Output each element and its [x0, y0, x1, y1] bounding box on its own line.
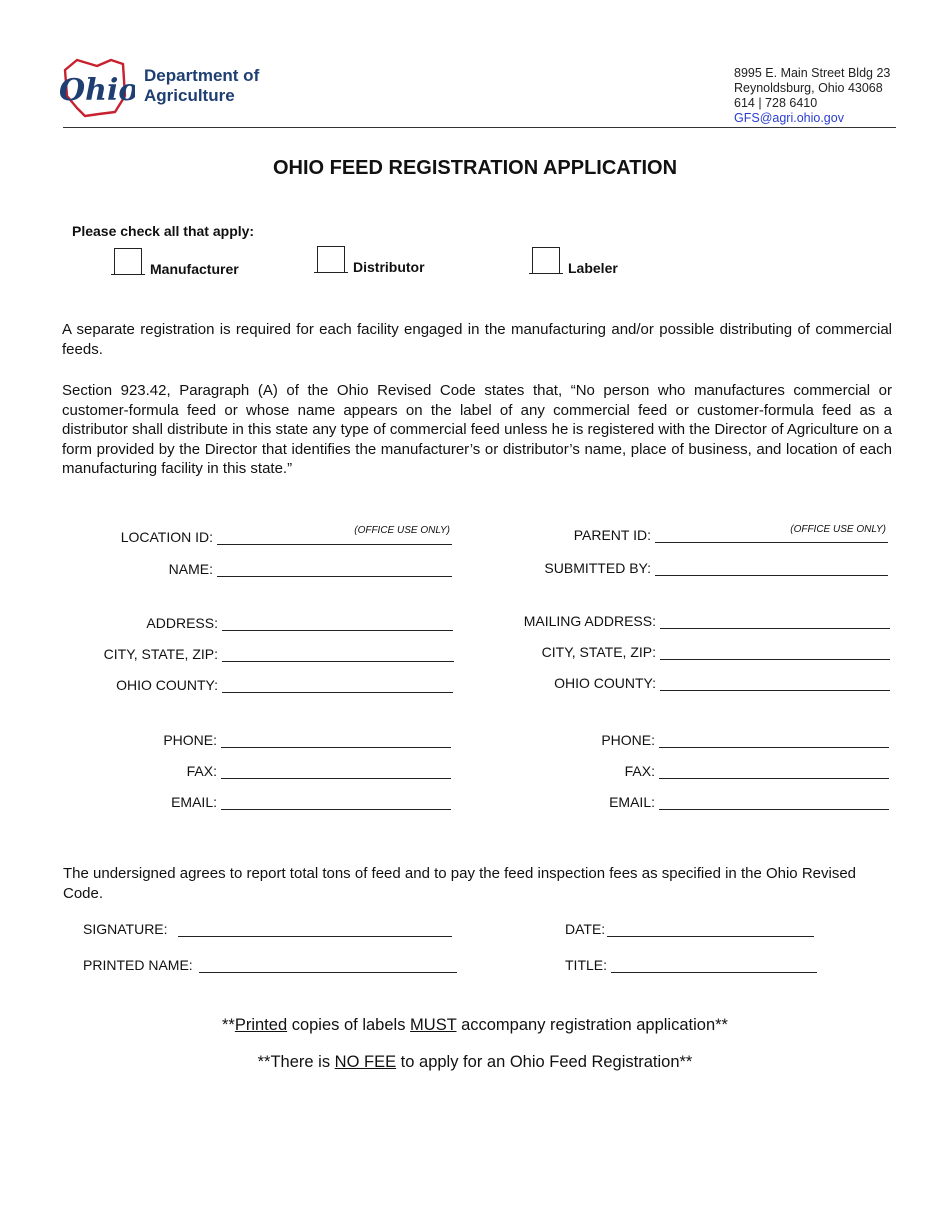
mailing-address-field	[520, 611, 890, 629]
right-fax-input[interactable]	[659, 761, 889, 779]
department-line-1: Department of	[144, 66, 260, 85]
address-field	[90, 613, 453, 631]
name-label: NAME:	[168, 561, 213, 577]
address-line-1: 8995 E. Main Street Bldg 23	[734, 66, 891, 80]
city-state-zip-field	[90, 644, 454, 662]
signature-field	[83, 919, 452, 937]
right-email-field	[520, 792, 889, 810]
mailing-ohio-county-label: OHIO COUNTY:	[554, 675, 656, 691]
printed-name-label: PRINTED NAME:	[83, 957, 193, 973]
right-phone-field	[520, 730, 889, 748]
location-id-field	[90, 527, 452, 545]
name-field	[90, 559, 452, 577]
email-label: EMAIL:	[171, 794, 217, 810]
note1-must: MUST	[410, 1016, 457, 1034]
mailing-city-state-zip-input[interactable]	[660, 642, 890, 660]
manufacturer-option[interactable]	[114, 248, 239, 275]
city-state-zip-label: CITY, STATE, ZIP:	[103, 646, 218, 662]
parent-id-label: PARENT ID:	[573, 527, 651, 543]
title-input[interactable]	[611, 955, 817, 973]
note1-middle: copies of labels	[287, 1016, 411, 1034]
title-label: TITLE:	[565, 957, 608, 973]
contact-block	[734, 66, 890, 126]
fax-input[interactable]	[221, 761, 451, 779]
address-input[interactable]	[222, 613, 453, 631]
labeler-checkbox[interactable]	[532, 247, 560, 274]
header-divider	[63, 127, 896, 128]
labels-required-note	[0, 1016, 950, 1035]
title-field	[565, 955, 817, 973]
phone-label: PHONE:	[163, 732, 217, 748]
submitted-by-label: SUBMITTED BY:	[544, 560, 651, 576]
labeler-option[interactable]	[532, 247, 618, 274]
date-field	[565, 919, 814, 937]
mailing-city-state-zip-label: CITY, STATE, ZIP:	[541, 644, 656, 660]
manufacturer-checkbox[interactable]	[114, 248, 142, 275]
no-fee-note	[0, 1053, 950, 1072]
distributor-option[interactable]	[317, 246, 425, 273]
name-input[interactable]	[217, 559, 452, 577]
department-line-2: Agriculture	[144, 86, 235, 105]
phone-number: 614 | 728 6410	[734, 96, 818, 110]
note2-prefix: **There is	[257, 1053, 335, 1071]
manufacturer-label: Manufacturer	[150, 261, 239, 277]
note1-suffix: accompany registration application**	[456, 1016, 728, 1034]
city-state-zip-input[interactable]	[222, 644, 454, 662]
right-fax-field	[520, 761, 889, 779]
parent-id-field	[520, 524, 888, 543]
check-prompt: Please check all that apply:	[72, 223, 255, 239]
office-use-note: (OFFICE USE ONLY)	[354, 525, 450, 536]
note1-prefix: **	[222, 1016, 235, 1034]
phone-field	[90, 730, 451, 748]
mailing-ohio-county-field	[520, 673, 890, 691]
note2-no-fee: NO FEE	[334, 1053, 397, 1071]
email-field	[90, 792, 451, 810]
submitted-by-field	[520, 558, 888, 576]
fax-field	[90, 761, 451, 779]
distributor-checkbox[interactable]	[317, 246, 345, 273]
right-fax-label: FAX:	[624, 763, 655, 779]
mailing-address-input[interactable]	[660, 611, 890, 629]
date-input[interactable]	[607, 919, 814, 937]
phone-input[interactable]	[221, 730, 451, 748]
mailing-address-label: MAILING ADDRESS:	[523, 613, 656, 629]
right-phone-input[interactable]	[659, 730, 889, 748]
email-link[interactable]: GFS@agri.ohio.gov	[734, 111, 844, 125]
address-line-2: Reynoldsburg, Ohio 43068	[734, 81, 883, 95]
note2-suffix: to apply for an Ohio Feed Registration**	[396, 1053, 693, 1071]
mailing-ohio-county-input[interactable]	[660, 673, 890, 691]
email-input[interactable]	[221, 792, 451, 810]
labeler-label: Labeler	[568, 260, 618, 276]
right-email-input[interactable]	[659, 792, 889, 810]
right-phone-label: PHONE:	[601, 732, 655, 748]
location-id-label: LOCATION ID:	[120, 529, 213, 545]
note1-printed: Printed	[234, 1016, 288, 1034]
parent-id-input[interactable]	[655, 524, 888, 543]
office-use-note-right: (OFFICE USE ONLY)	[790, 524, 886, 535]
agreement-statement: The undersigned agrees to report total tons of feed and to pay the feed inspection fees as specified in the Ohio Revised Code.	[63, 865, 857, 902]
ohio-logo	[55, 56, 135, 118]
printed-name-input[interactable]	[199, 955, 457, 973]
submitted-by-input[interactable]	[655, 558, 888, 576]
department-name	[144, 66, 259, 106]
page-title: OHIO FEED REGISTRATION APPLICATION	[272, 157, 678, 179]
signature-label: SIGNATURE:	[83, 921, 168, 937]
location-id-input[interactable]	[217, 527, 452, 545]
date-label: DATE:	[565, 921, 606, 937]
ohio-county-input[interactable]	[222, 675, 453, 693]
ohio-code-paragraph: Section 923.42, Paragraph (A) of the Ohio Revised Code states that, “No person who manufactures commercial or customer-formula feed or whose name appears on the label of any commercial feed or customer-formula feed as a distributor shall distribute in this state any type of commercial feed unless he is registered with the Director of Agriculture on a form provided by the Director that identifies the manufacturer’s or distributor’s name, place of business, and location of each manufacturing facility in this state.”	[62, 382, 892, 478]
right-email-label: EMAIL:	[609, 794, 655, 810]
address-label: ADDRESS:	[146, 615, 218, 631]
ohio-county-label: OHIO COUNTY:	[116, 677, 218, 693]
ohio-county-field	[90, 675, 453, 693]
distributor-label: Distributor	[353, 259, 425, 275]
signature-input[interactable]	[178, 919, 452, 937]
printed-name-field	[83, 955, 457, 973]
facility-requirement-paragraph: A separate registration is required for each facility engaged in the manufacturing and/or possible distributing of commercial feeds.	[62, 321, 892, 358]
mailing-city-state-zip-field	[520, 642, 890, 660]
logo-wordmark: Ohio	[59, 73, 135, 108]
fax-label: FAX:	[186, 763, 217, 779]
